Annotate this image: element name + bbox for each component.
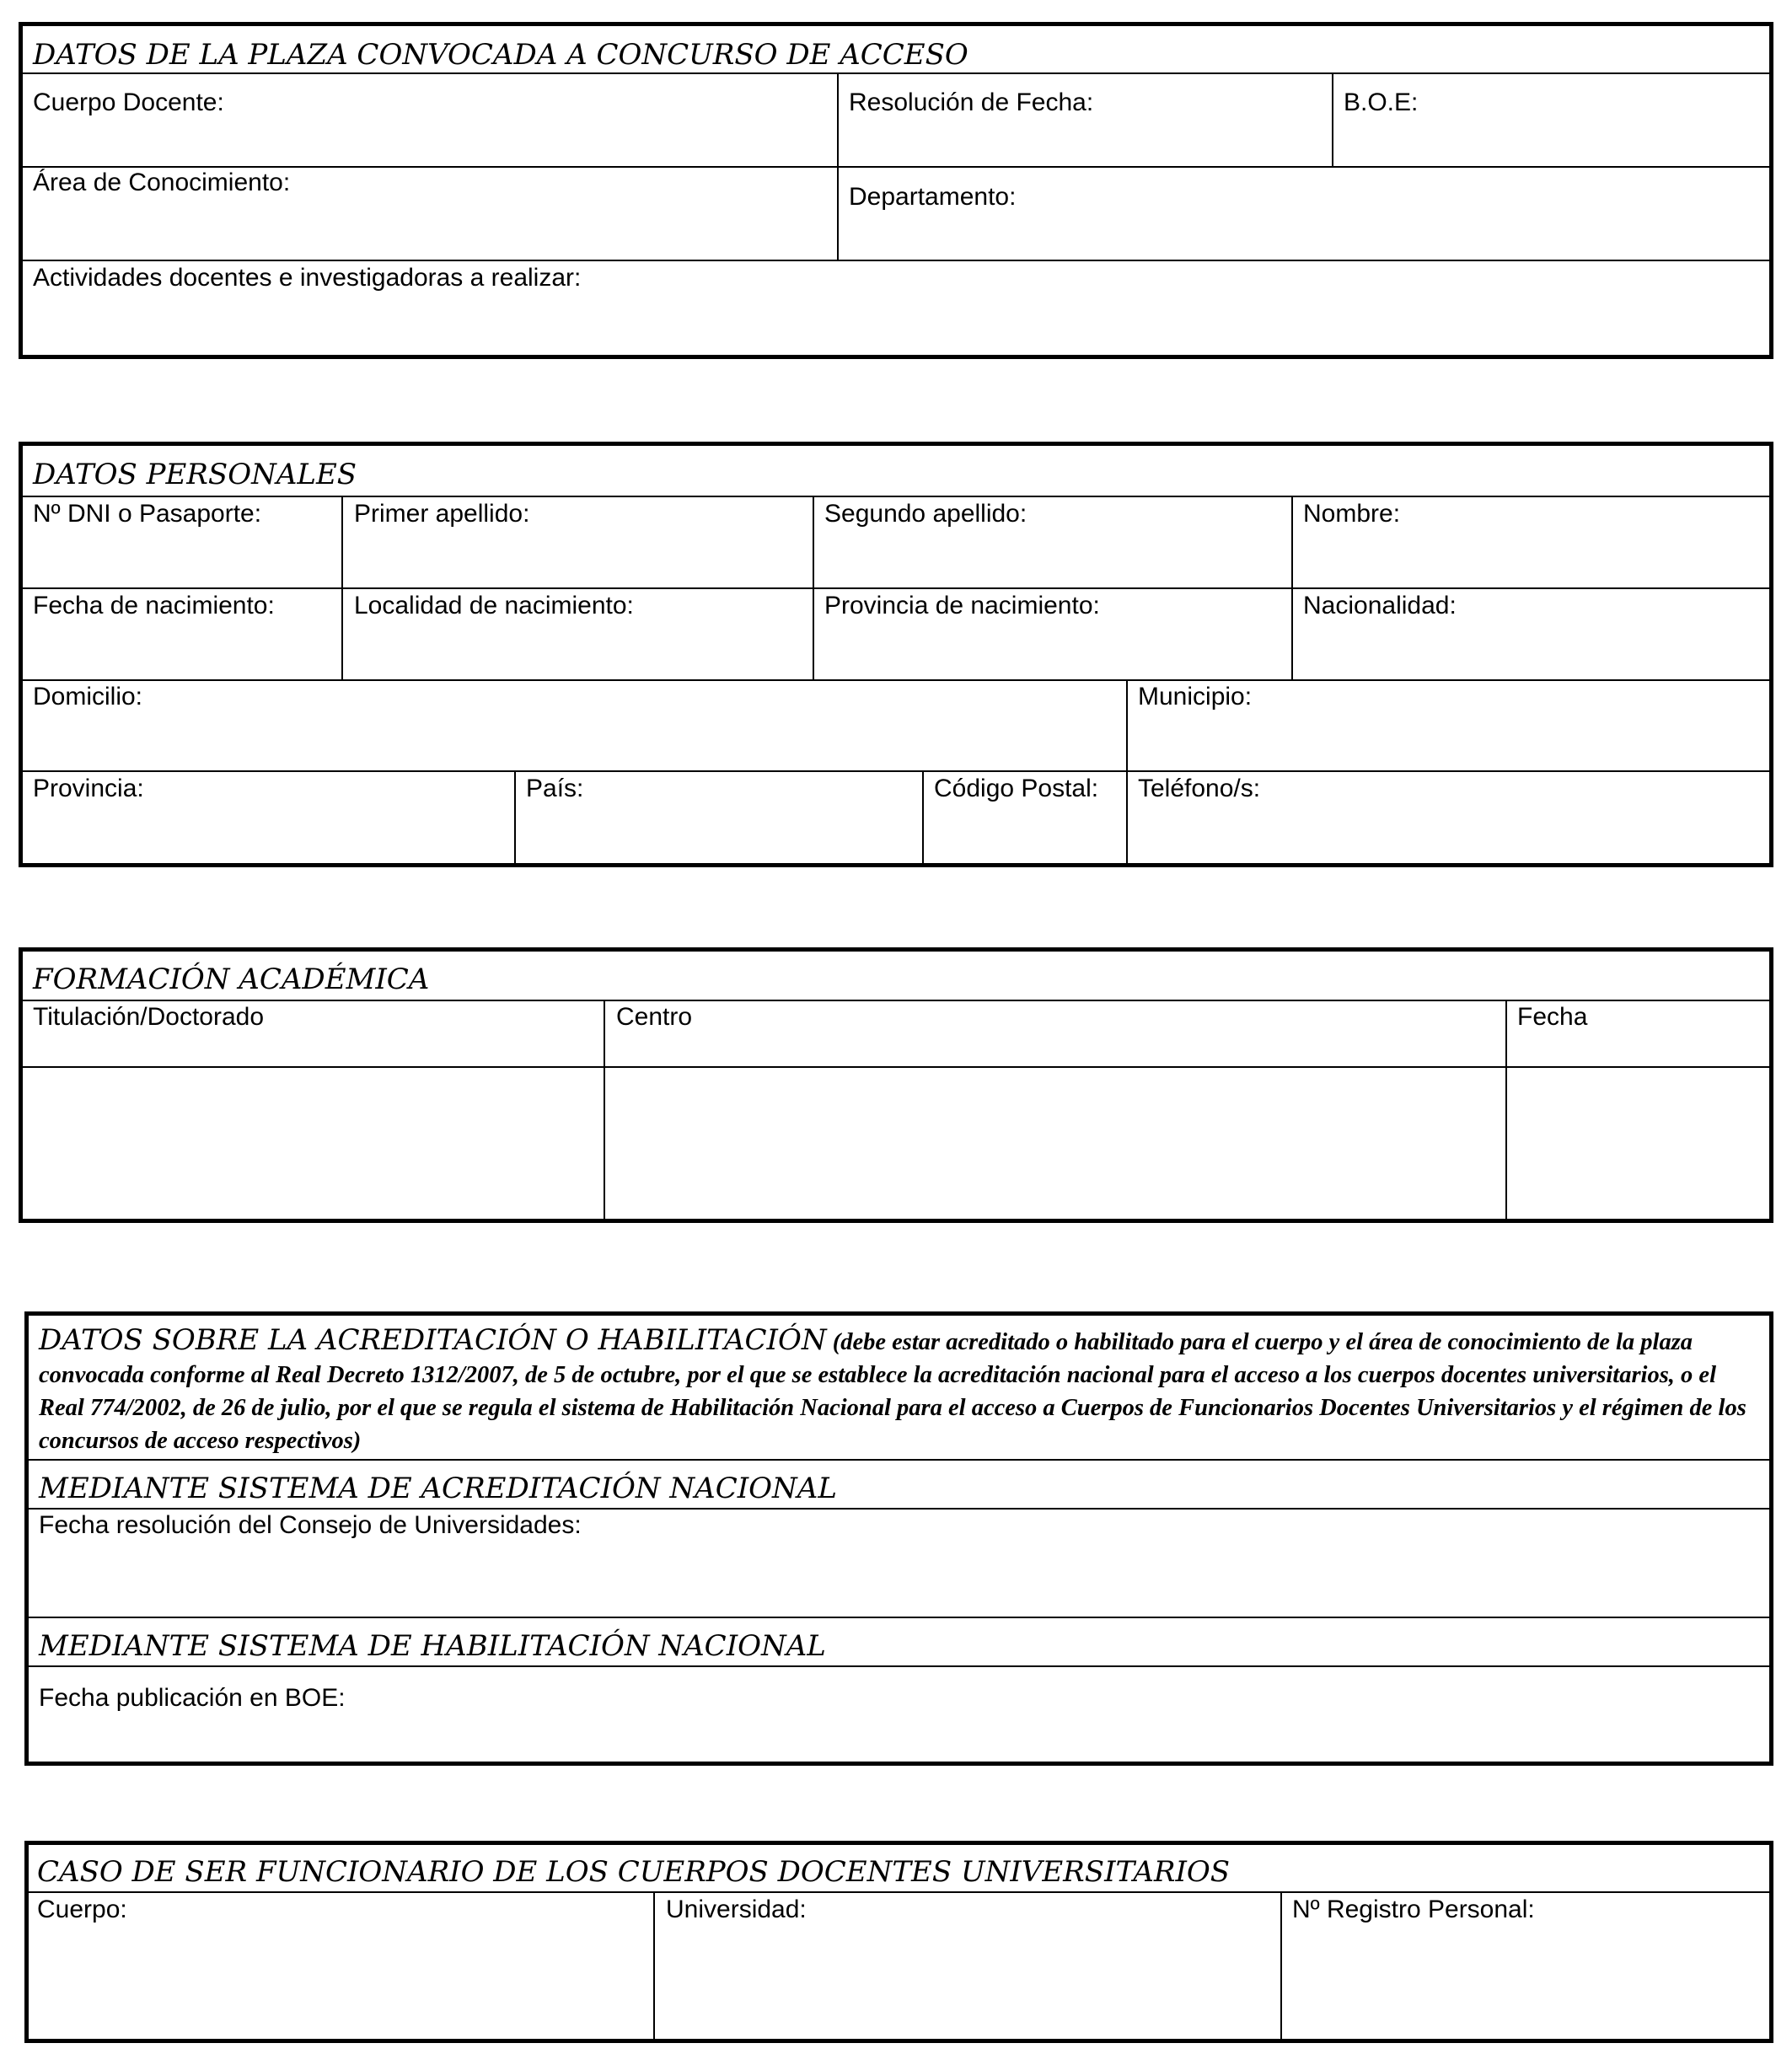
municipio-field[interactable]: Municipio:	[1138, 683, 1253, 711]
departamento-field[interactable]: Departamento:	[849, 183, 1017, 211]
fecha-input-cell[interactable]	[1507, 1068, 1769, 1219]
segundo-apellido-field[interactable]: Segundo apellido:	[824, 500, 1027, 528]
divider	[1291, 496, 1293, 680]
cuerpo-field[interactable]: Cuerpo:	[37, 1896, 127, 1923]
nombre-field[interactable]: Nombre:	[1303, 500, 1401, 528]
fecha-nacimiento-field[interactable]: Fecha de nacimiento:	[33, 592, 275, 619]
divider	[1280, 1892, 1282, 2039]
dni-field[interactable]: Nº DNI o Pasaporte:	[33, 500, 262, 528]
codigo-postal-field[interactable]: Código Postal:	[934, 775, 1099, 802]
fecha-publicacion-field[interactable]: Fecha publicación en BOE:	[39, 1684, 346, 1712]
telefono-field[interactable]: Teléfono/s:	[1138, 775, 1261, 802]
actividades-field[interactable]: Actividades docentes e investigadoras a realizar:	[33, 264, 582, 292]
area-conocimiento-field[interactable]: Área de Conocimiento:	[33, 169, 291, 196]
divider	[514, 771, 516, 863]
divider	[922, 771, 924, 863]
section-plaza-title: DATOS DE LA PLAZA CONVOCADA A CONCURSO DE ACCESO	[33, 38, 968, 72]
column-fecha: Fecha	[1517, 1003, 1588, 1031]
divider	[29, 1617, 1769, 1618]
acreditacion-nacional-title: MEDIANTE SISTEMA DE ACREDITACIÓN NACIONAL	[39, 1472, 837, 1505]
divider	[23, 587, 1769, 589]
column-titulacion: Titulación/Doctorado	[33, 1003, 265, 1031]
divider	[23, 770, 1769, 772]
divider	[1126, 680, 1128, 863]
registro-personal-field[interactable]: Nº Registro Personal:	[1292, 1896, 1535, 1923]
divider	[29, 1459, 1769, 1461]
divider	[653, 1892, 655, 2039]
divider	[29, 1891, 1769, 1893]
section-acreditacion-title: DATOS SOBRE LA ACREDITACIÓN O HABILITACIÓN	[39, 1323, 827, 1357]
divider	[23, 260, 1769, 261]
acreditacion-header	[39, 1324, 1758, 1457]
universidad-field[interactable]: Universidad:	[666, 1896, 807, 1923]
nacionalidad-field[interactable]: Nacionalidad:	[1303, 592, 1457, 619]
section-formacion-title: FORMACIÓN ACADÉMICA	[33, 963, 430, 996]
divider	[23, 166, 1769, 168]
column-centro: Centro	[616, 1003, 693, 1031]
section-personales-title: DATOS PERSONALES	[33, 458, 357, 491]
divider	[813, 496, 814, 680]
divider	[29, 1665, 1769, 1667]
pais-field[interactable]: País:	[526, 775, 584, 802]
boe-field[interactable]: B.O.E:	[1344, 88, 1419, 116]
centro-input-cell[interactable]	[605, 1068, 1505, 1219]
domicilio-field[interactable]: Domicilio:	[33, 683, 143, 711]
fecha-resolucion-field[interactable]: Fecha resolución del Consejo de Universidades:	[39, 1511, 582, 1539]
acreditacion-note: (debe estar acreditado o habilitado para el cuerpo y el área de conocimiento de la plaza convocada conforme al Real Decreto 1312/2007, de 5 de octubre, por el que se establece la acreditación nacional para el acceso a los cuerpos docentes universitarios, o el Real 774/2002, de 26 de julio, por el que se regula el sistema de Habilitación Nacional para el acceso a Cuerpos de Funcionarios Docentes Universitarios y el régimen de los concursos de acceso respectivos)	[39, 1329, 1746, 1454]
resolucion-fecha-field[interactable]: Resolución de Fecha:	[849, 88, 1094, 116]
provincia-field[interactable]: Provincia:	[33, 775, 144, 802]
primer-apellido-field[interactable]: Primer apellido:	[354, 500, 530, 528]
localidad-nacimiento-field[interactable]: Localidad de nacimiento:	[354, 592, 634, 619]
divider	[29, 1508, 1769, 1510]
section-funcionario-title: CASO DE SER FUNCIONARIO DE LOS CUERPOS DOCENTES UNIVERSITARIOS	[37, 1855, 1231, 1889]
divider	[1332, 73, 1333, 167]
habilitacion-nacional-title: MEDIANTE SISTEMA DE HABILITACIÓN NACIONAL	[39, 1629, 826, 1663]
divider	[23, 496, 1769, 497]
divider	[23, 679, 1769, 681]
titulacion-input-cell[interactable]	[23, 1068, 604, 1219]
cuerpo-docente-field[interactable]: Cuerpo Docente:	[33, 88, 224, 116]
provincia-nacimiento-field[interactable]: Provincia de nacimiento:	[824, 592, 1100, 619]
divider	[341, 496, 343, 680]
divider	[23, 72, 1769, 74]
divider	[23, 1000, 1769, 1001]
